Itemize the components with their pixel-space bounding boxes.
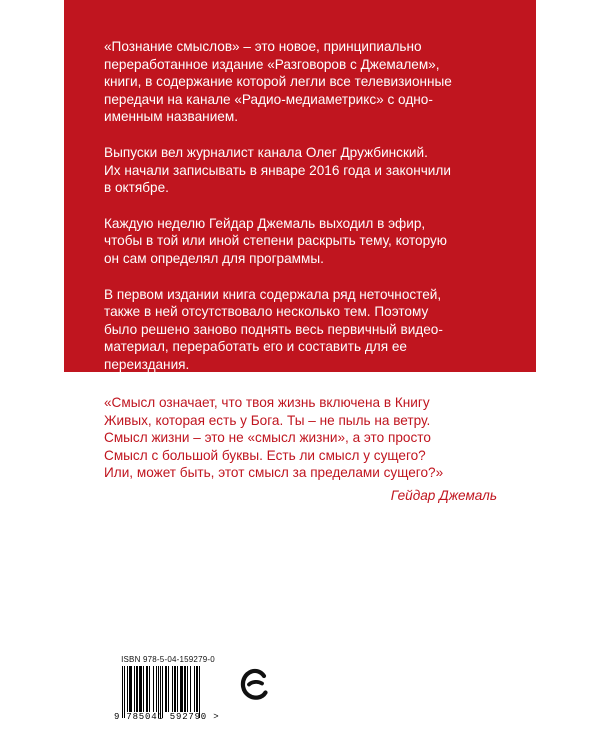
barcode-digits: 9 785041 592790 >: [114, 712, 220, 722]
barcode-bars: [122, 666, 216, 718]
description-paragraph-4: В первом издании книга содержала ряд неточностей, также в ней отсутствовало несколько тем. Поэтому было решено заново поднять весь первичный видео- материал, переработать его и составить для ее переиздания.: [104, 286, 443, 372]
eksmo-logo-icon: [239, 667, 269, 707]
barcode-stripe: [200, 666, 201, 712]
description-paragraph-1: «Познание смыслов» – это новое, принципиально переработанное издание «Разговоров с Джемалем», книги, в содержание которой легли все телевизионные передачи на канале «Радио-медиаметрикс» с одно- именным названием.: [104, 39, 452, 125]
description-text: [104, 38, 504, 392]
description-paragraph-3: Каждую неделю Гейдар Джемаль выходил в эфир, чтобы в той или иной степени раскрыть тему, которую он сам определял для программы.: [104, 215, 448, 266]
quote-author: Гейдар Джемаль: [390, 488, 497, 503]
quote-text: «Смысл означает, что твоя жизнь включена в Книгу Живых, которая есть у Бога. Ты – не пыль на ветру. Смысл жизни – это не «смысл жизни», а это просто Смысл с большой буквы. Есть ли смысл у сущего? Или, может быть, этот смысл за пределами сущего?»: [104, 395, 444, 481]
isbn-label: ISBN 978-5-04-159279-0: [121, 655, 215, 664]
barcode: [114, 655, 222, 730]
description-paragraph-2: Выпуски вел журналист канала Олег Дружбинский. Их начали записывать в январе 2016 года и закончили в октябре.: [104, 144, 451, 196]
